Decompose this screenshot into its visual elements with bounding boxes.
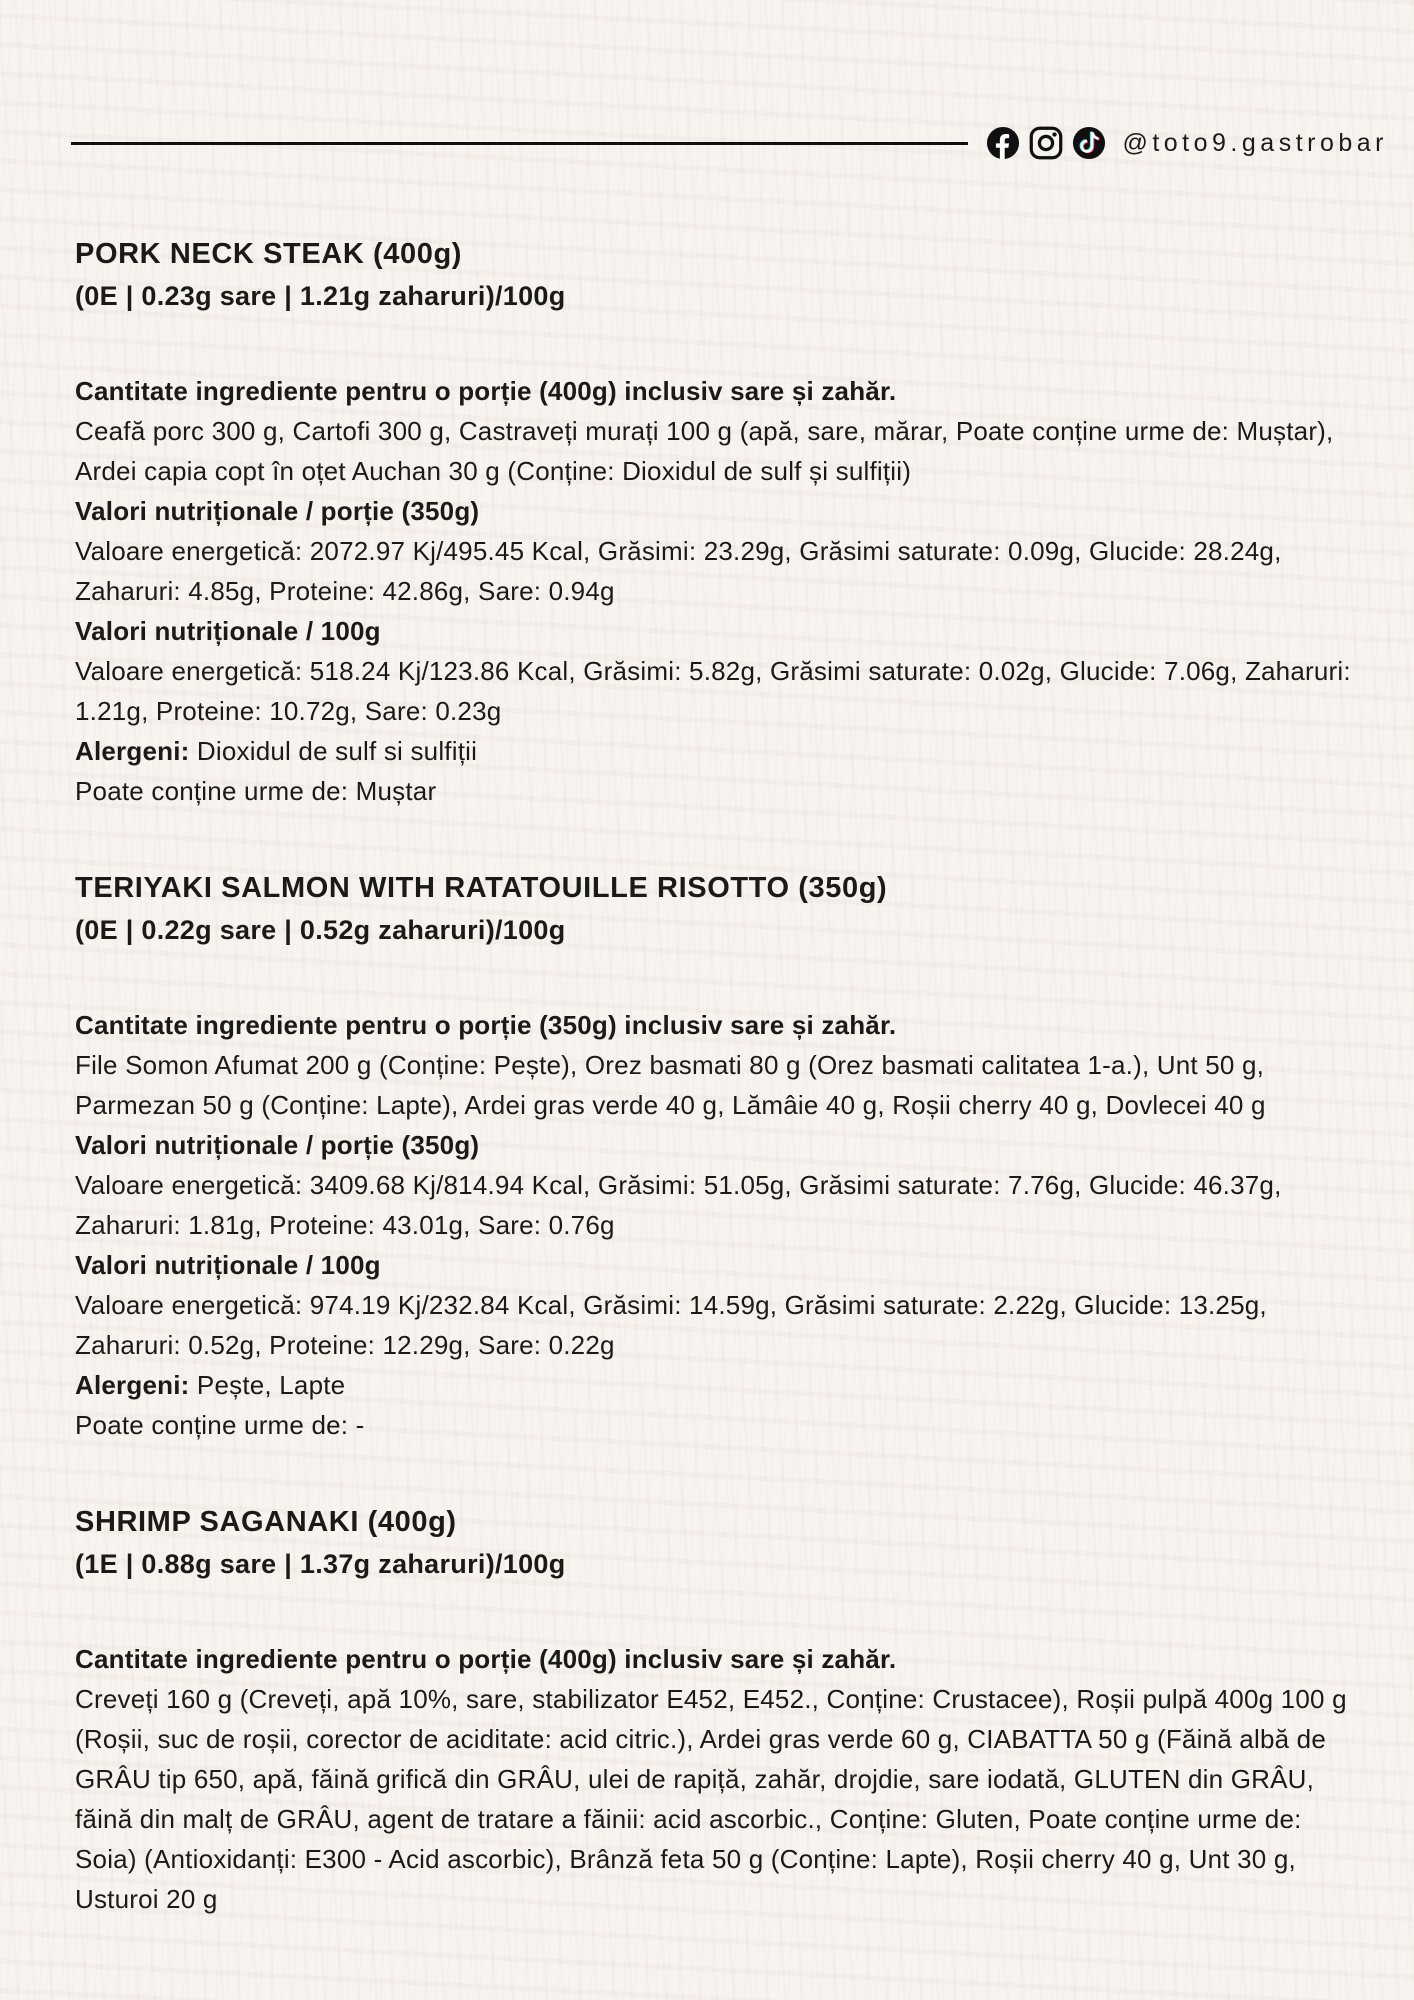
ingredients-heading: Cantitate ingrediente pentru o porție (400g) inclusiv sare și zahăr.: [75, 1644, 897, 1674]
nutrition-portion-values: Valoare energetică: 2072.97 Kj/495.45 Kcal, Grăsimi: 23.29g, Grăsimi saturate: 0.09g, Glucide: 28.24g, Zaharuri: 4.85g, Proteine: 42.86g, Sare: 0.94g: [75, 536, 1282, 606]
menu-item-shrimp-saganaki: [75, 1501, 1367, 1919]
item-subtitle: (0E | 0.23g sare | 1.21g zaharuri)/100g: [75, 281, 566, 311]
instagram-icon[interactable]: [1029, 126, 1063, 160]
ingredients-heading: Cantitate ingrediente pentru o porție (350g) inclusiv sare și zahăr.: [75, 1010, 897, 1040]
nutrition-100g-heading: Valori nutriționale / 100g: [75, 616, 381, 646]
item-subtitle: (0E | 0.22g sare | 0.52g zaharuri)/100g: [75, 915, 566, 945]
tiktok-icon[interactable]: [1072, 126, 1106, 160]
page-header: [71, 121, 1388, 165]
item-title: SHRIMP SAGANAKI (400g): [75, 1506, 457, 1538]
ingredients-text: Ceafă porc 300 g, Cartofi 300 g, Castraveți murați 100 g (apă, sare, mărar, Poate conține urme de: Muștar), Ardei capia copt în oțet Auchan 30 g (Conține: Dioxidul de sulf și sulfiții): [75, 416, 1334, 486]
ingredients-text: Creveți 160 g (Creveți, apă 10%, sare, stabilizator E452, E452., Conține: Crustacee), Roșii pulpă 400g 100 g (Roșii, suc de roșii, corector de aciditate: acid citric.), Ardei gras verde 60 g, CIABATTA 50 g (Făină albă de GRÂU tip 650, apă, făină grifică din GRÂU, ulei de rapiță, zahăr, drojdie, sare iodată, GLUTEN din GRÂU, făină din malț de GRÂU, agent de tratare a făinii: acid ascorbic., Conține: Gluten, Poate conține urme de: Soia) (Antioxidanți: E300 - Acid ascorbic), Brânză feta 50 g (Conține: Lapte), Roșii cherry 40 g, Unt 30 g, Usturoi 20 g: [75, 1684, 1347, 1914]
traces-line: Poate conține urme de: Muștar: [75, 776, 437, 806]
traces-line: Poate conține urme de: -: [75, 1410, 365, 1440]
nutrition-portion-heading: Valori nutriționale / porție (350g): [75, 496, 480, 526]
social-icons: [986, 126, 1106, 160]
allergens-label: Alergeni:: [75, 736, 190, 766]
nutrition-portion-heading: Valori nutriționale / porție (350g): [75, 1130, 480, 1160]
item-title: TERIYAKI SALMON WITH RATATOUILLE RISOTTO (350g): [75, 872, 888, 904]
ingredients-text: File Somon Afumat 200 g (Conține: Pește), Orez basmati 80 g (Orez basmati calitatea 1-a.), Unt 50 g, Parmezan 50 g (Conține: Lapte), Ardei gras verde 40 g, Lămâie 40 g, Roșii cherry 40 g, Dovlecei 40 g: [75, 1050, 1266, 1120]
nutrition-portion-values: Valoare energetică: 3409.68 Kj/814.94 Kcal, Grăsimi: 51.05g, Grăsimi saturate: 7.76g, Glucide: 46.37g, Zaharuri: 1.81g, Proteine: 43.01g, Sare: 0.76g: [75, 1170, 1282, 1240]
allergens-line: [75, 731, 1367, 771]
allergens-value: Dioxidul de sulf si sulfiții: [196, 736, 478, 766]
menu-content: [75, 233, 1367, 1919]
ingredients-heading: Cantitate ingrediente pentru o porție (400g) inclusiv sare și zahăr.: [75, 376, 897, 406]
header-divider-line: [71, 142, 968, 145]
nutrition-100g-values: Valoare energetică: 518.24 Kj/123.86 Kcal, Grăsimi: 5.82g, Grăsimi saturate: 0.02g, Glucide: 7.06g, Zaharuri: 1.21g, Proteine: 10.72g, Sare: 0.23g: [75, 656, 1351, 726]
item-title: PORK NECK STEAK (400g): [75, 238, 463, 270]
item-subtitle: (1E | 0.88g sare | 1.37g zaharuri)/100g: [75, 1549, 566, 1579]
allergens-line: [75, 1365, 1367, 1405]
allergens-value: Pește, Lapte: [196, 1370, 346, 1400]
nutrition-100g-heading: Valori nutriționale / 100g: [75, 1250, 381, 1280]
menu-item-teriyaki-salmon: [75, 867, 1367, 1445]
allergens-label: Alergeni:: [75, 1370, 190, 1400]
nutrition-100g-values: Valoare energetică: 974.19 Kj/232.84 Kcal, Grăsimi: 14.59g, Grăsimi saturate: 2.22g, Glucide: 13.25g, Zaharuri: 0.52g, Proteine: 12.29g, Sare: 0.22g: [75, 1290, 1267, 1360]
menu-item-pork-neck-steak: [75, 233, 1367, 811]
facebook-icon[interactable]: [986, 126, 1020, 160]
social-handle: @toto9.gastrobar: [1122, 128, 1388, 157]
